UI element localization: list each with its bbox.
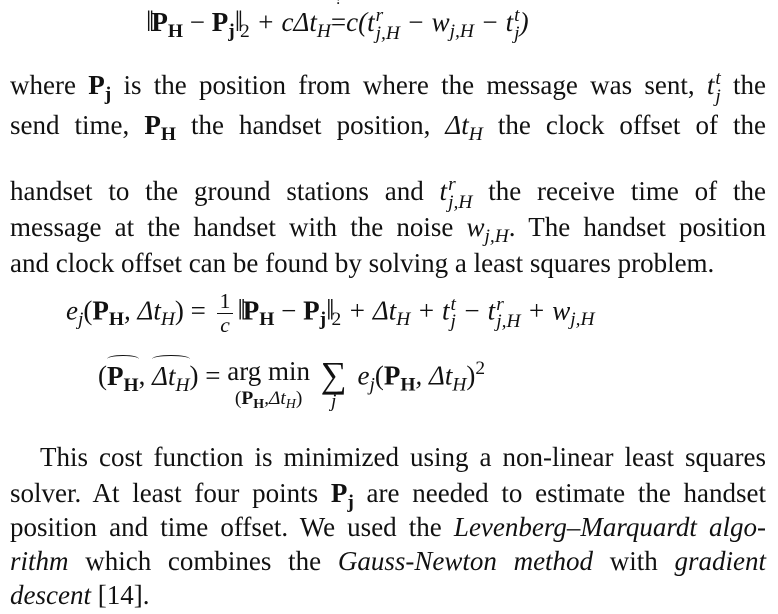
equation-1 (146, 6, 529, 43)
paragraph-2-line-5: descent [14]. (10, 580, 150, 610)
symbol-t: t (367, 7, 375, 37)
symbol-P: P (211, 7, 229, 37)
symbol-P: P (151, 7, 168, 37)
paragraph-1-line-4: message at the handset with the noise $w_{j,H}$. The handset position (10, 212, 766, 247)
arg-min-operator: arg min $(P_H,\Delta t_H)$ (227, 356, 310, 413)
fraction: $\frac{1}{c}$ (217, 290, 234, 336)
sub-superscript: r j,H (375, 5, 400, 44)
term: − t (473, 7, 514, 37)
equation-2: $e_j(P_H$, $\Delta t_H$) = $\frac{1}{c}$ $‖P_H$ − $P_j‖_2 + \Delta t_H + t$ t j − t r j,H + $w_{j,H}$ (66, 289, 595, 337)
subscript: j (228, 20, 235, 42)
term: ) (519, 7, 529, 37)
hat-accent: $P_H$ (107, 360, 139, 396)
paragraph-1-line-5: and clock offset can be found by solving a least squares problem. (10, 248, 715, 278)
norm-bar: ‖ (234, 6, 241, 38)
symbol-delta-t: Δt (293, 7, 317, 37)
subscript: 2 (240, 20, 250, 42)
term: c( (346, 7, 368, 37)
paragraph-2-line-3: position and time offset. We used the Levenberg–Marquardt algo- (10, 512, 767, 542)
hat-accent: $\Delta t_H$ (152, 360, 190, 396)
term: + c (249, 7, 294, 37)
term: − w (399, 7, 450, 37)
paragraph-2-line-2: solver. At least four points $P_j$ are needed to estimate the handset (10, 478, 766, 513)
equation-3: ($P_H$, $\Delta t_H$) = arg min $(P_H,\Delta t_H)$ ∑ j $e_j(P_H$, $\Delta t_H)^2$ (98, 355, 486, 413)
paragraph-1-line-2: send time, $P_H$ the handset position, $\Delta t_H$ the clock offset of the (10, 110, 766, 145)
operator: − (182, 7, 212, 37)
subscript: H (316, 20, 331, 42)
defined-equals: ! = (331, 7, 346, 38)
summation-operator: ∑ j (320, 355, 347, 412)
paragraph-2-line-4: rithm which combines the Gauss-Newton method with gradient (10, 546, 766, 576)
norm-bar: ‖ (146, 6, 152, 38)
subscript: j,H (449, 20, 474, 42)
paragraph-2-line-1: This cost function is minimized using a non-linear least squares (40, 442, 766, 472)
paragraph-1-line-3: handset to the ground stations and t r j,H the receive time of the (10, 174, 766, 213)
subscript: H (167, 20, 183, 42)
sub-superscript: t j (514, 5, 520, 44)
citation-link[interactable]: [14]. (90, 580, 150, 610)
paragraph-1-line-1: where $P_j$ is the position from where the message was sent, t t j the (10, 68, 766, 107)
